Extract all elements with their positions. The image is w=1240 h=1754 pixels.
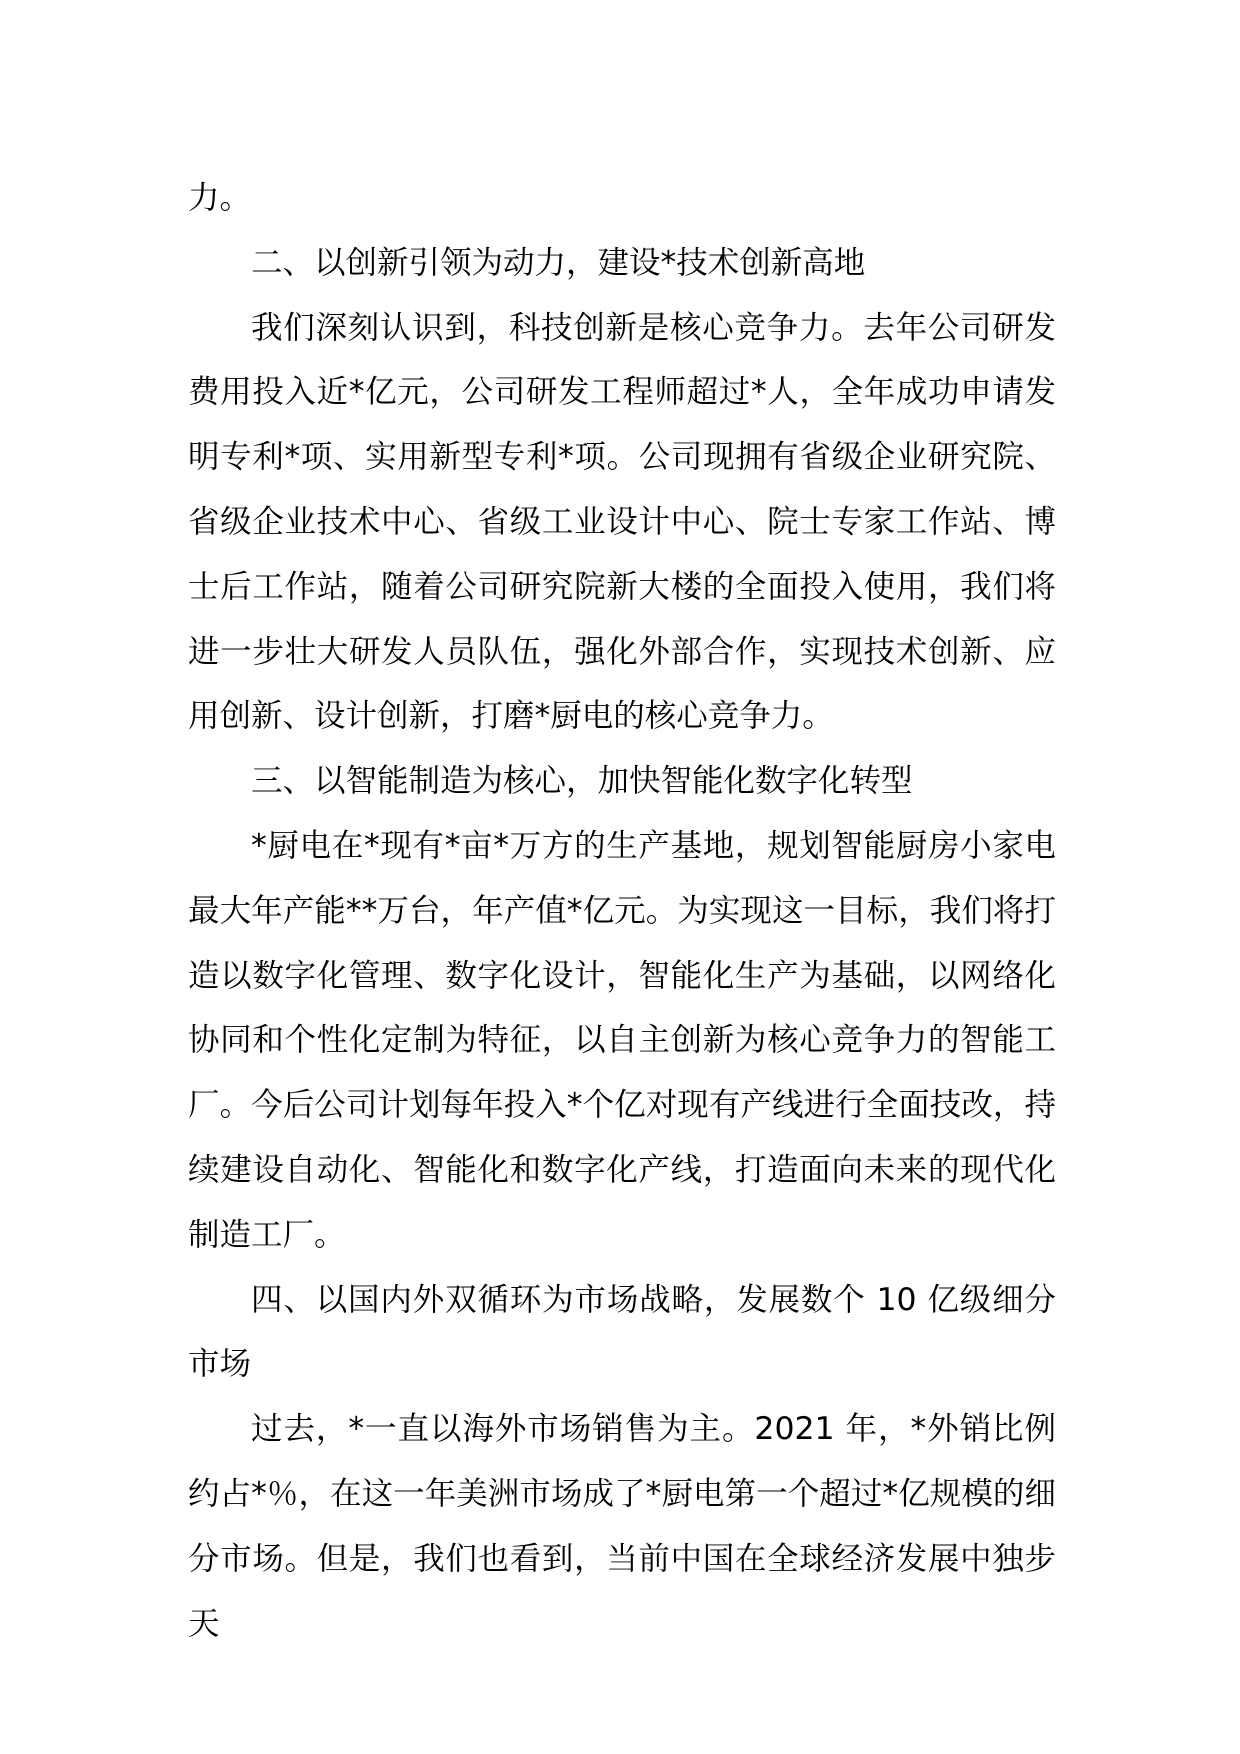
section-heading-4: 四、以国内外双循环为市场战略，发展数个 10 亿级细分市场	[188, 1281, 1056, 1383]
paragraph-market: 过去，*一直以海外市场销售为主。2021 年，*外销比例约占*％，在这一年美洲市场成了*厨电第一个超过*亿规模的细分市场。但是，我们也看到，当前中国在全球经济发展中独步天	[188, 1411, 1056, 1642]
document-body	[188, 166, 1056, 1656]
section-heading-2: 二、以创新引领为动力，建设*技术创新高地	[251, 244, 866, 281]
paragraph-manufacturing: *厨电在*现有*亩*万方的生产基地，规划智能厨房小家电最大年产能**万台，年产值*亿元。为实现这一目标，我们将打造以数字化管理、数字化设计，智能化生产为基础，以网络化协同和个性化定制为特征，以自主创新为核心竞争力的智能工厂。今后公司计划每年投入*个亿对现有产线进行全面技改，持续建设自动化、智能化和数字化产线，打造面向未来的现代化制造工厂。	[188, 827, 1056, 1253]
paragraph-innovation: 我们深刻认识到，科技创新是核心竞争力。去年公司研发费用投入近*亿元，公司研发工程师超过*人，全年成功申请发明专利*项、实用新型专利*项。公司现拥有省级企业研究院、省级企业技术中心、省级工业设计中心、院士专家工作站、博士后工作站，随着公司研究院新大楼的全面投入使用，我们将进一步壮大研发人员队伍，强化外部合作，实现技术创新、应用创新、设计创新，打磨*厨电的核心竞争力。	[188, 309, 1056, 735]
paragraph-continuation: 力。	[188, 180, 252, 216]
section-heading-3: 三、以智能制造为核心，加快智能化数字化转型	[251, 763, 913, 800]
